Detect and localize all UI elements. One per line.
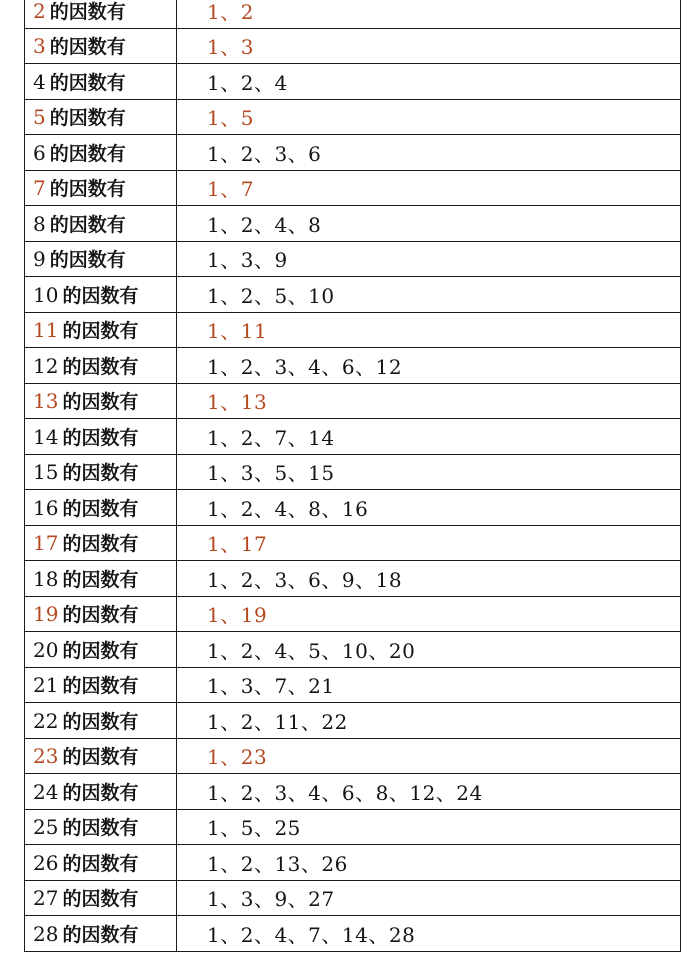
table-row: [25, 632, 681, 668]
factors-cell: 1、2、3、4、6、8、12、24: [177, 774, 681, 810]
number-cell: [25, 774, 177, 810]
factors-label: 的因数有: [62, 355, 139, 378]
factors-label: 的因数有: [62, 852, 139, 875]
factors-label: 的因数有: [62, 604, 139, 627]
number-value: 10: [33, 282, 59, 307]
factors-cell: 1、2、3、6、9、18: [177, 561, 681, 597]
factors-cell: 1、13: [177, 383, 681, 419]
number-cell: [25, 135, 177, 171]
number-value: 18: [33, 566, 59, 591]
factors-label: 的因数有: [62, 568, 139, 591]
table-row: [25, 0, 681, 28]
number-value: 7: [33, 176, 46, 201]
factors-label: 的因数有: [62, 497, 139, 520]
factors-label: 的因数有: [62, 639, 139, 662]
factors-label: 的因数有: [49, 36, 126, 59]
number-value: 12: [33, 353, 59, 378]
factors-cell: 1、3、9: [177, 241, 681, 277]
number-cell: [25, 348, 177, 384]
number-cell: [25, 525, 177, 561]
number-value: 6: [33, 140, 46, 165]
number-value: 2: [33, 0, 46, 23]
factors-cell: 1、2、3、6: [177, 135, 681, 171]
factors-cell: 1、11: [177, 312, 681, 348]
number-value: 25: [33, 815, 59, 840]
number-value: 9: [33, 247, 46, 272]
number-value: 13: [33, 389, 59, 414]
factors-cell: 1、2、7、14: [177, 419, 681, 455]
number-value: 22: [33, 708, 59, 733]
table-row: [25, 667, 681, 703]
number-value: 23: [33, 744, 59, 769]
number-cell: [25, 490, 177, 526]
table-row: [25, 277, 681, 313]
factors-label: 的因数有: [62, 320, 139, 343]
number-value: 14: [33, 424, 59, 449]
table-row: [25, 348, 681, 384]
factors-cell: 1、2、11、22: [177, 703, 681, 739]
table-row: [25, 28, 681, 64]
table-row: [25, 525, 681, 561]
number-value: 4: [33, 69, 46, 94]
number-cell: [25, 561, 177, 597]
number-value: 5: [33, 105, 46, 130]
number-cell: [25, 738, 177, 774]
factors-label: 的因数有: [49, 0, 126, 23]
table-row: [25, 703, 681, 739]
number-cell: [25, 206, 177, 242]
factors-cell: 1、2、4、8、16: [177, 490, 681, 526]
number-cell: [25, 64, 177, 100]
factors-cell: 1、19: [177, 596, 681, 632]
factors-cell: 1、2、5、10: [177, 277, 681, 313]
number-value: 15: [33, 460, 59, 485]
number-cell: [25, 809, 177, 845]
factors-label: 的因数有: [62, 888, 139, 911]
factors-label: 的因数有: [62, 426, 139, 449]
table-row: [25, 880, 681, 916]
number-cell: [25, 880, 177, 916]
factors-label: 的因数有: [62, 817, 139, 840]
factors-label: 的因数有: [62, 533, 139, 556]
number-cell: [25, 419, 177, 455]
number-cell: [25, 99, 177, 135]
factors-label: 的因数有: [49, 107, 126, 130]
factors-cell: 1、17: [177, 525, 681, 561]
number-cell: [25, 845, 177, 881]
number-value: 26: [33, 850, 59, 875]
number-cell: [25, 916, 177, 952]
factors-label: 的因数有: [49, 178, 126, 201]
factors-cell: 1、23: [177, 738, 681, 774]
factors-label: 的因数有: [62, 710, 139, 733]
factors-label: 的因数有: [49, 142, 126, 165]
factors-cell: 1、2、4、7、14、28: [177, 916, 681, 952]
factors-cell: 1、3、7、21: [177, 667, 681, 703]
factors-table-body: [25, 0, 681, 951]
factors-cell: 1、2、4、5、10、20: [177, 632, 681, 668]
factors-cell: 1、3、9、27: [177, 880, 681, 916]
table-row: [25, 809, 681, 845]
number-cell: [25, 277, 177, 313]
number-cell: [25, 0, 177, 28]
number-cell: [25, 312, 177, 348]
table-row: [25, 312, 681, 348]
table-row: [25, 845, 681, 881]
number-value: 27: [33, 886, 59, 911]
factors-cell: 1、5: [177, 99, 681, 135]
table-row: [25, 383, 681, 419]
number-value: 8: [33, 211, 46, 236]
number-value: 11: [33, 318, 59, 343]
number-cell: [25, 383, 177, 419]
factors-label: 的因数有: [62, 462, 139, 485]
factors-label: 的因数有: [62, 746, 139, 769]
factors-label: 的因数有: [62, 284, 139, 307]
table-row: [25, 561, 681, 597]
factors-cell: 1、3、5、15: [177, 454, 681, 490]
number-cell: [25, 454, 177, 490]
table-row: [25, 135, 681, 171]
number-value: 16: [33, 495, 59, 520]
table-row: [25, 241, 681, 277]
number-cell: [25, 703, 177, 739]
factors-cell: 1、2、4、8: [177, 206, 681, 242]
table-row: [25, 419, 681, 455]
factors-label: 的因数有: [62, 923, 139, 946]
factors-cell: 1、7: [177, 170, 681, 206]
table-row: [25, 490, 681, 526]
factors-cell: 1、2、13、26: [177, 845, 681, 881]
table-row: [25, 170, 681, 206]
number-cell: [25, 667, 177, 703]
table-row: [25, 738, 681, 774]
factors-table: [24, 0, 681, 952]
number-cell: [25, 170, 177, 206]
factors-cell: 1、3: [177, 28, 681, 64]
number-value: 19: [33, 602, 59, 627]
factors-label: 的因数有: [62, 675, 139, 698]
number-value: 28: [33, 921, 59, 946]
factors-cell: 1、2、3、4、6、12: [177, 348, 681, 384]
factors-table-sheet: [24, 0, 680, 952]
table-row: [25, 206, 681, 242]
number-cell: [25, 596, 177, 632]
factors-cell: 1、5、25: [177, 809, 681, 845]
factors-cell: 1、2: [177, 0, 681, 28]
factors-label: 的因数有: [49, 249, 126, 272]
factors-label: 的因数有: [49, 71, 126, 94]
table-row: [25, 99, 681, 135]
factors-label: 的因数有: [49, 213, 126, 236]
number-value: 20: [33, 637, 59, 662]
number-cell: [25, 28, 177, 64]
number-value: 21: [33, 673, 59, 698]
table-row: [25, 774, 681, 810]
number-value: 24: [33, 779, 59, 804]
table-row: [25, 596, 681, 632]
number-value: 17: [33, 531, 59, 556]
factors-cell: 1、2、4: [177, 64, 681, 100]
number-cell: [25, 241, 177, 277]
factors-label: 的因数有: [62, 391, 139, 414]
table-row: [25, 454, 681, 490]
table-row: [25, 64, 681, 100]
number-cell: [25, 632, 177, 668]
number-value: 3: [33, 34, 46, 59]
factors-label: 的因数有: [62, 781, 139, 804]
table-row: [25, 916, 681, 952]
